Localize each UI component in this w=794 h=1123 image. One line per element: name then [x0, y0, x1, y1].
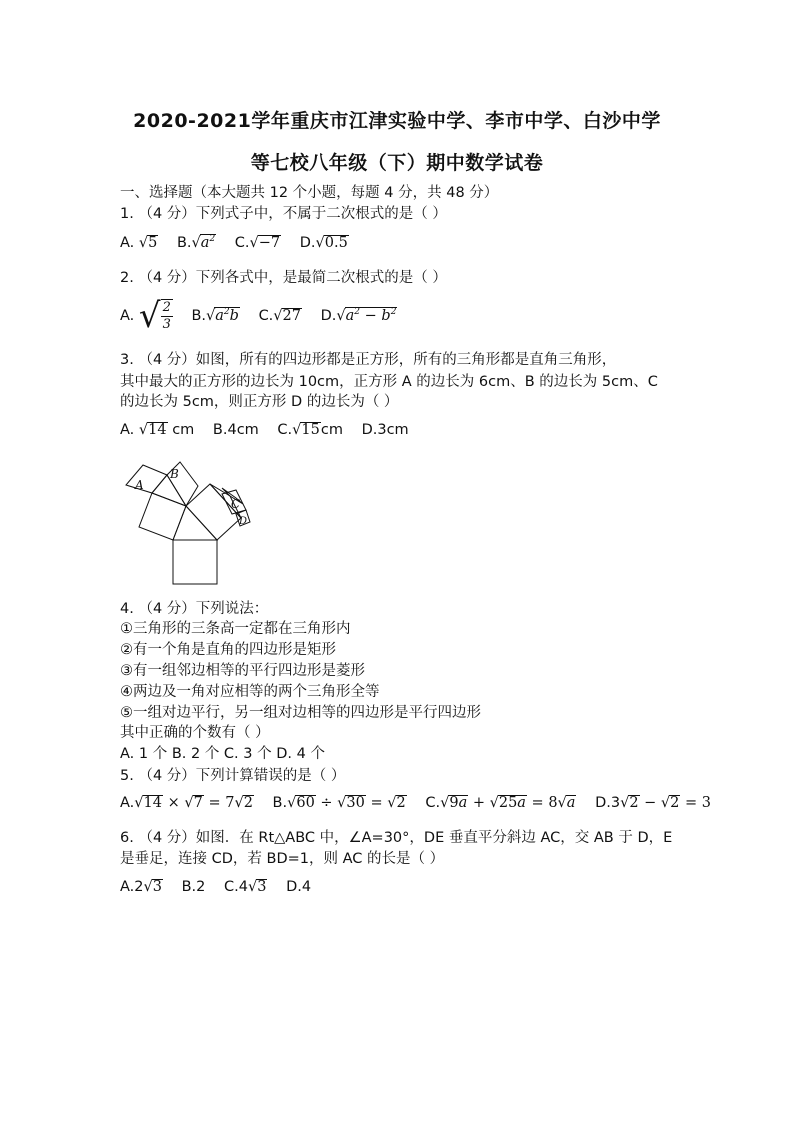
q5-option-d: D.3√2 − √2 = 3: [595, 795, 711, 811]
left-mid-square: [139, 493, 186, 540]
question-2-options: [120, 296, 411, 336]
question-4-options: A. 1 个 B. 2 个 C. 3 个 D. 4 个: [120, 746, 325, 762]
q3-option-c: C.√15cm: [277, 422, 343, 438]
left-sub-triangle: [152, 475, 186, 506]
q5-option-a: A.√14 × √7 = 7√2: [120, 795, 253, 811]
question-4-statement-4: ④两边及一角对应相等的两个三角形全等: [120, 684, 380, 700]
question-3-line-2: 其中最大的正方形的边长为 10cm，正方形 A 的边长为 6cm、B 的边长为 5cm、C: [120, 374, 658, 390]
largest-square: [173, 540, 217, 584]
q6-option-a: A.2√3: [120, 879, 162, 895]
question-2-stem: 2. （4 分）下列各式中，是最简二次根式的是（ ）: [120, 270, 447, 286]
section-heading: 一、选择题（本大题共 12 个小题，每题 4 分，共 48 分）: [120, 185, 499, 201]
q2-option-d: $D.√a^2 - b^2$: [320, 307, 397, 324]
label-d: D: [239, 516, 248, 527]
exam-title-line-2: 等七校八年级（下）期中数学试卷: [250, 152, 544, 174]
q3-option-b: B.4cm: [212, 422, 259, 438]
q5-option-c: C.√9a + √25a = 8√a: [425, 795, 576, 811]
q2-option-b: $B.√a^2b$: [191, 307, 239, 324]
label-b: B: [170, 467, 179, 481]
square-a: [126, 465, 167, 493]
q1-option-c: C.√−7: [234, 234, 281, 251]
question-4-ask: 其中正确的个数有（ ）: [120, 725, 270, 741]
label-a: A: [135, 478, 144, 492]
question-1-stem: 1. （4 分）下列式子中，不属于二次根式的是（ ）: [120, 206, 447, 222]
q3-option-a: A. √14 cm: [120, 422, 195, 438]
question-4-statement-3: ③有一组邻边相等的平行四边形是菱形: [120, 663, 365, 679]
question-6-line-2: 是垂足，连接 CD，若 BD=1，则 AC 的长是（ ）: [120, 851, 445, 867]
question-3-line-3: 的边长为 5cm，则正方形 D 的边长为（ ）: [120, 394, 399, 410]
q5-option-b: B.√60 ÷ √30 = √2: [272, 795, 406, 811]
question-6-line-1: 6. （4 分）如图．在 Rt△ABC 中，∠A=30°，DE 垂直平分斜边 AC，交 AB 于 D，E: [120, 830, 673, 846]
q1-option-d: D.√0.5: [299, 234, 348, 251]
q1-option-b: $B.√a^2$: [176, 234, 216, 251]
question-4-statement-5: ⑤一组对边平行，另一组对边相等的四边形是平行四边形: [120, 705, 481, 721]
q2-option-a: A. √ $\frac{2}{3}$: [120, 296, 171, 336]
pythagoras-squares-figure: [118, 460, 258, 590]
q6-option-b: B.2: [181, 879, 206, 895]
q6-option-d: D.4: [286, 879, 312, 895]
question-4-stem: 4. （4 分）下列说法：: [120, 601, 269, 617]
question-3-line-1: 3. （4 分）如图，所有的四边形都是正方形，所有的三角形都是直角三角形，: [120, 352, 617, 368]
q3-option-d: D.3cm: [361, 422, 409, 438]
question-3-options: [120, 422, 423, 439]
question-1-options: [120, 234, 363, 252]
question-4-statement-2: ②有一个角是直角的四边形是矩形: [120, 642, 336, 658]
exam-title-line-1: 2020-2021学年重庆市江津实验中学、李市中学、白沙中学: [133, 110, 661, 132]
q1-option-a: A. √5: [120, 234, 158, 251]
question-5-options: [120, 795, 725, 812]
question-4-statement-1: ①三角形的三条高一定都在三角形内: [120, 621, 351, 637]
question-5-stem: 5. （4 分）下列计算错误的是（ ）: [120, 768, 346, 784]
label-c: C: [231, 497, 241, 511]
question-6-options: [120, 879, 325, 896]
q6-option-c: C.4√3: [224, 879, 267, 895]
q2-option-c: C.√27: [258, 308, 301, 324]
